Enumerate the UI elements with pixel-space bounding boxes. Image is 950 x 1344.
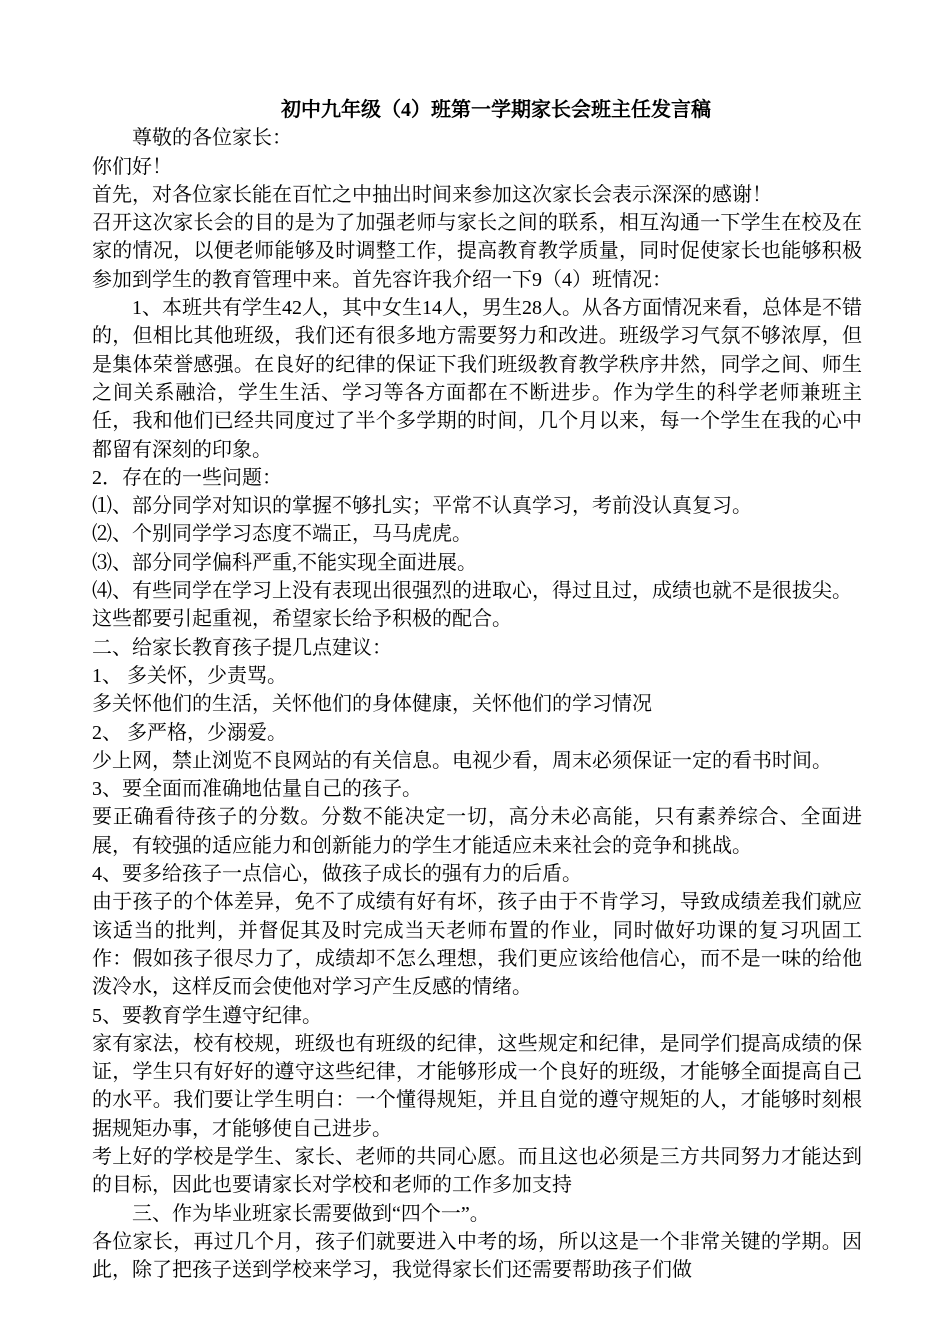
paragraph: ⑴、部分同学对知识的掌握不够扎实；平常不认真学习，考前没认真复习。 bbox=[92, 495, 752, 518]
paragraph: 少上网，禁止浏览不良网站的有关信息。电视少看，周末必须保证一定的看书时间。 bbox=[92, 749, 832, 772]
paragraph: ⑷、有些同学在学习上没有表现出很强烈的进取心，得过且过，成绩也就不是很拔尖。 bbox=[92, 580, 852, 603]
paragraph: 首先，对各位家长能在百忙之中抽出时间来参加这次家长会表示深深的感谢！ bbox=[92, 183, 772, 206]
paragraph: 尊敬的各位家长： bbox=[132, 127, 292, 150]
paragraph: 要正确看待孩子的分数。分数不能决定一切，高分未必高能，只有素养综合、全面进展，有较强的适应能力和创新能力的学生才能适应未来社会的竞争和挑战。 bbox=[92, 806, 862, 857]
paragraph: 考上好的学校是学生、家长、老师的共同心愿。而且这也必须是三方共同努力才能达到的目标，因此也要请家长对学校和老师的工作多加支持 bbox=[92, 1145, 862, 1197]
paragraph: 召开这次家长会的目的是为了加强老师与家长之间的联系，相互沟通一下学生在校及在家的情况，以便老师能够及时调整工作，提高教育教学质量，同时促使家长也能够积极参加到学生的教育管理中来。首先容许我介绍一下9（4）班情况： bbox=[92, 212, 862, 291]
paragraph: 2、 多严格，少溺爱。 bbox=[92, 721, 287, 744]
paragraph: 三、作为毕业班家长需要做到“四个一”。 bbox=[132, 1202, 490, 1225]
paragraph: 各位家长，再过几个月，孩子们就要进入中考的场，所以这是一个非常关键的学期。因此，除了把孩子送到学校来学习，我觉得家长们还需要帮助孩子们做 bbox=[92, 1230, 862, 1282]
paragraph: 2．存在的一些问题： bbox=[92, 466, 282, 489]
paragraph: 4、要多给孩子一点信心，做孩子成长的强有力的后盾。 bbox=[92, 863, 582, 886]
document-body bbox=[92, 96, 862, 1284]
paragraph: 3、要全面而准确地估量自己的孩子。 bbox=[92, 778, 422, 801]
paragraph: 多关怀他们的生活，关怀他们的身体健康，关怀他们的学习情况 bbox=[92, 693, 652, 716]
paragraph: 1、本班共有学生42人，其中女生14人，男生28人。从各方面情况来看，总体是不错的，但相比其他班级，我们还有很多地方需要努力和改进。班级学习气氛不够浓厚，但是集体荣誉感强。在良好的纪律的保证下我们班级教育教学秩序井然，同学之间、师生之间关系融洽，学生生活、学习等各方面都在不断进步。作为学生的科学老师兼班主任，我和他们已经共同度过了半个多学期的时间，几个月以来，每一个学生在我的心中都留有深刻的印象。 bbox=[92, 297, 862, 461]
paragraph: 你们好！ bbox=[92, 155, 172, 178]
paragraph: 1、 多关怀，少责骂。 bbox=[92, 664, 287, 687]
document-title: 初中九年级（4）班第一学期家长会班主任发言稿 bbox=[281, 99, 711, 121]
paragraph: ⑶、部分同学偏科严重,不能实现全面进展。 bbox=[92, 551, 477, 574]
paragraph: 这些都要引起重视，希望家长给予积极的配合。 bbox=[92, 608, 512, 631]
paragraph: 5、要教育学生遵守纪律。 bbox=[92, 1004, 322, 1027]
paragraph: ⑵、个别同学学习态度不端正，马马虎虎。 bbox=[92, 523, 472, 546]
paragraph: 家有家法，校有校规，班级也有班级的纪律，这些规定和纪律，是同学们提高成绩的保证，学生只有好好的遵守这些纪律，才能够形成一个良好的班级，才能够全面提高自己的水平。我们要让学生明白：一个懂得规矩，并且自觉的遵守规矩的人，才能够时刻根据规矩办事，才能够使自己进步。 bbox=[92, 1032, 862, 1140]
paragraph: 二、给家长教育孩子提几点建议： bbox=[92, 636, 392, 659]
paragraph: 由于孩子的个体差异，免不了成绩有好有坏，孩子由于不肯学习，导致成绩差我们就应该适当的批判，并督促其及时完成当天老师布置的作业，同时做好功课的复习巩固工作：假如孩子很尽力了，成绩却不怎么理想，我们更应该给他信心，而不是一味的给他泼冷水，这样反而会使他对学习产生反感的情绪。 bbox=[92, 891, 862, 999]
paragraph-list bbox=[92, 124, 862, 1284]
